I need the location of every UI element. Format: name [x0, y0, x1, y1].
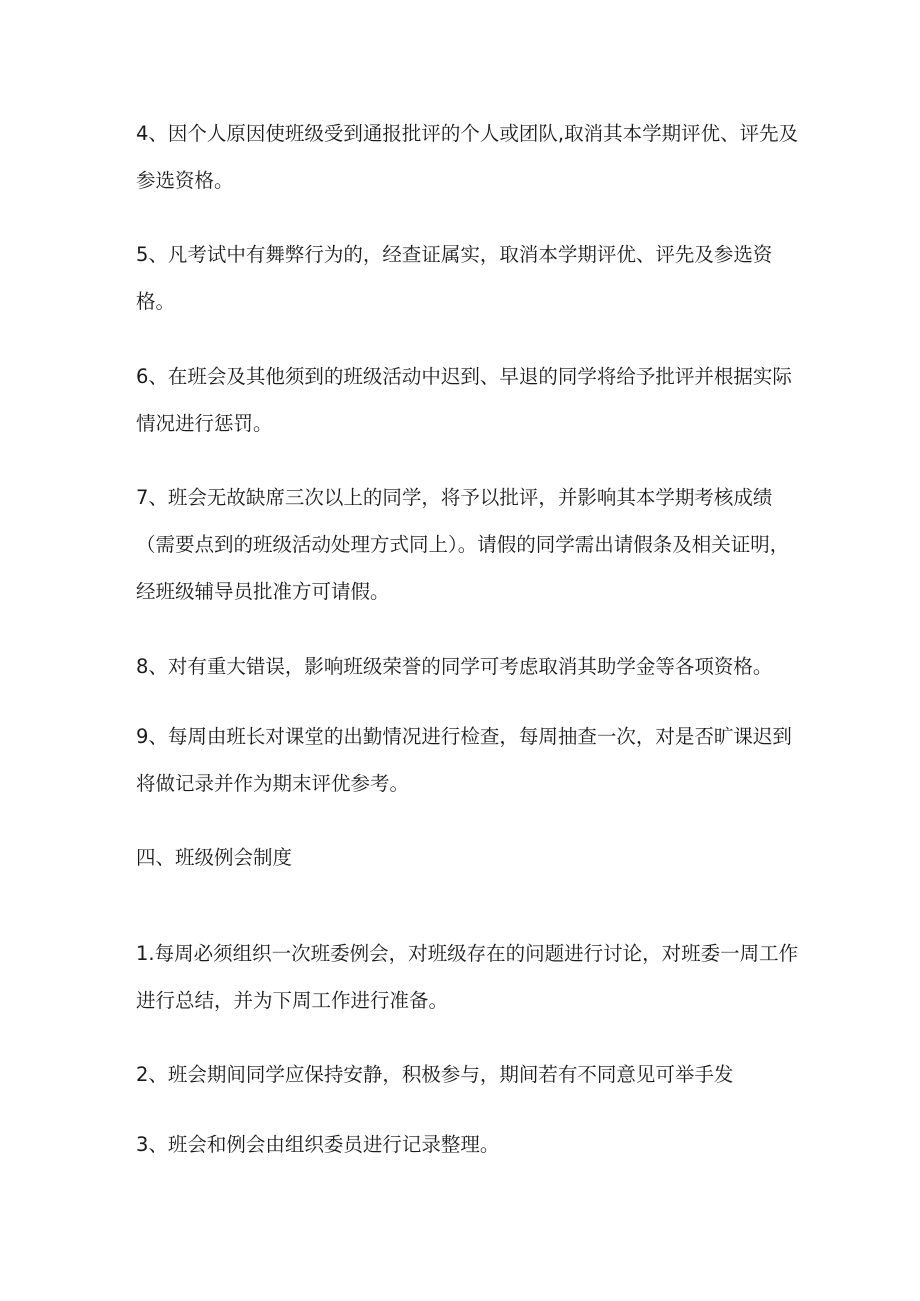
paragraph-rule-4: 4、因个人原因使班级受到通报批评的个人或团队,取消其本学期评优、评先及参选资格。	[136, 122, 799, 192]
paragraph-meeting-1: 1.每周必须组织一次班委例会，对班级存在的问题进行讨论，对班委一周工作进行总结，并为下周工作进行准备。	[136, 942, 799, 1012]
paragraph-rule-6: 6、在班会及其他须到的班级活动中迟到、早退的同学将给予批评并根据实际情况进行惩罚。	[136, 365, 792, 435]
paragraph-rule-9: 9、每周由班长对课堂的出勤情况进行检查，每周抽查一次，对是否旷课迟到将做记录并作为期末评优参考。	[136, 725, 792, 795]
section-heading-class-meeting: 四、班级例会制度	[136, 846, 293, 869]
paragraph-meeting-2: 2、班会期间同学应保持安静，积极参与，期间若有不同意见可举手发	[136, 1063, 734, 1086]
paragraph-rule-8: 8、对有重大错误，影响班级荣誉的同学可考虑取消其助学金等各项资格。	[136, 655, 773, 678]
paragraph-rule-7: 7、班会无故缺席三次以上的同学，将予以批评，并影响其本学期考核成绩（需要点到的班级活动处理方式同上）。请假的同学需出请假条及相关证明，经班级辅导员批准方可请假。	[136, 486, 790, 603]
paragraph-rule-5: 5、凡考试中有舞弊行为的，经查证属实，取消本学期评优、评先及参选资格。	[136, 243, 773, 313]
paragraph-meeting-3: 3、班会和例会由组织委员进行记录整理。	[136, 1133, 500, 1156]
